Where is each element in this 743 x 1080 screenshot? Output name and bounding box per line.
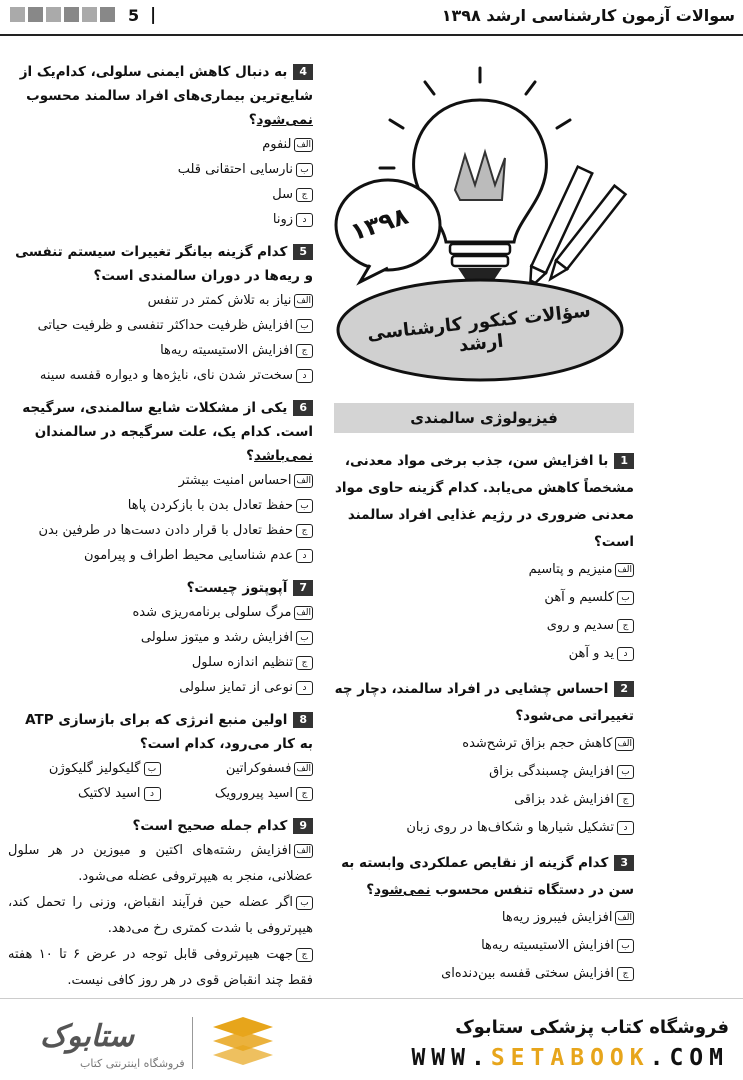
question-2 (334, 676, 634, 842)
option-text: نارسایی احتقانی قلب (177, 162, 293, 177)
option-text: حفظ تعادل با قرار دادن دست‌ها در طرفین بدن (38, 523, 293, 538)
store-name: فروشگاه کتاب پزشکی ستابوک (455, 1017, 729, 1038)
question-end: ؟ (366, 882, 375, 898)
option-text: افزایش چسبندگی بزاق (489, 764, 614, 779)
option-label: الف (617, 738, 632, 749)
option-b[interactable] (8, 157, 313, 182)
site-accent: SETABOOK (490, 1045, 650, 1071)
option-c[interactable] (8, 942, 313, 994)
question-emphasis: نمی‌باشد (254, 448, 313, 464)
option-a[interactable] (8, 838, 313, 890)
option-c[interactable] (8, 650, 313, 675)
option-text: منیزیم و پتاسیم (528, 562, 613, 577)
option-d[interactable] (8, 207, 313, 232)
site-suffix: .COM (649, 1045, 729, 1071)
left-column (8, 60, 313, 1054)
logo-subtitle: فروشگاه اینترنتی کتاب (80, 1057, 185, 1070)
option-text: افزایش الاستیسیته ریه‌ها (160, 343, 293, 358)
option-b[interactable] (8, 756, 161, 781)
option-c[interactable] (334, 612, 634, 640)
page-title: سوالات آزمون کارشناسی ارشد ۱۳۹۸ (441, 6, 735, 25)
option-label: ج (296, 524, 313, 538)
option-a[interactable] (334, 730, 634, 758)
header-separator: | (150, 5, 157, 25)
question-5 (8, 240, 313, 388)
question-4 (8, 60, 313, 232)
option-label: ج (617, 967, 634, 981)
right-column (334, 448, 634, 996)
page-number: 5 (128, 6, 140, 25)
option-b[interactable] (8, 493, 313, 518)
option-d[interactable] (334, 814, 634, 842)
option-label: ج (296, 344, 313, 358)
option-c[interactable] (161, 781, 314, 806)
option-text: تشکیل شیارها و شکاف‌ها در روی زبان (406, 820, 614, 835)
illustration-year: ۱۳۹۸ (347, 201, 412, 247)
option-text: زونا (272, 212, 293, 227)
option-label: ج (296, 656, 313, 670)
option-text: افزایش غدد بزاقی (514, 792, 614, 807)
option-text: گلیکولیز گلیکوژن (48, 761, 141, 776)
option-a[interactable] (8, 288, 313, 313)
option-d[interactable] (8, 363, 313, 388)
option-text: سخت‌تر شدن نای، نایژه‌ها و دیواره قفسه سینه (39, 368, 293, 383)
option-text: فسفوکراتین (225, 761, 292, 776)
option-d[interactable] (8, 781, 161, 806)
option-label: ج (617, 793, 634, 807)
logo-divider (192, 1017, 193, 1069)
option-label: ب (296, 163, 313, 177)
question-text: کدام گزینه از نقایص عملکردی وابسته به سن در دستگاه تنفس محسوب (341, 855, 634, 898)
option-label: الف (617, 912, 632, 923)
option-text: حفظ تعادل بدن با بازکردن پاها (127, 498, 293, 513)
option-text: ید و آهن (568, 646, 614, 661)
option-text: افزایش ظرفیت حداکثر تنفسی و ظرفیت حیاتی (37, 318, 293, 333)
site-prefix: WWW. (411, 1045, 491, 1071)
question-number: 6 (293, 400, 313, 416)
option-text: اسید پیرورویک (214, 786, 293, 801)
option-a[interactable] (334, 904, 634, 932)
question-text: کدام گزینه بیانگر تغییرات سیستم تنفسی و ریه‌ها در دوران سالمندی است؟ (15, 244, 313, 284)
option-a[interactable] (161, 756, 314, 781)
option-text: افزایش رشد و میتوز سلولی (140, 630, 293, 645)
question-7 (8, 576, 313, 700)
option-text: تنظیم اندازه سلول (191, 655, 293, 670)
question-number: 1 (614, 453, 634, 469)
option-label: الف (296, 607, 311, 618)
option-label: د (617, 647, 634, 661)
option-b[interactable] (8, 625, 313, 650)
option-text: اگر عضله حین فرآیند انقباض، وزنی را تحمل کند، هیپرتروفی با شدت کمتری رخ می‌دهد. (8, 895, 313, 936)
section-heading: فیزیولوژی سالمندی (334, 403, 634, 433)
question-number: 7 (293, 580, 313, 596)
option-label: الف (296, 845, 311, 856)
option-c[interactable] (334, 786, 634, 814)
option-label: الف (296, 139, 311, 150)
option-text: سدیم و روی (546, 618, 614, 633)
question-number: 5 (293, 244, 313, 260)
question-end: ؟ (248, 112, 257, 128)
question-end: ؟ (246, 448, 254, 464)
option-b[interactable] (8, 890, 313, 942)
option-text: کاهش حجم بزاق ترشح‌شده (462, 736, 613, 751)
header-rule (0, 34, 743, 36)
question-number: 3 (614, 855, 634, 871)
question-number: 8 (293, 712, 313, 728)
option-text: لنفوم (262, 137, 292, 152)
option-b[interactable] (334, 584, 634, 612)
option-label: ب (617, 765, 634, 779)
option-d[interactable] (8, 543, 313, 568)
option-label: ب (296, 896, 313, 910)
option-label: الف (296, 475, 311, 486)
option-text: نوعی از تمایز سلولی (179, 680, 293, 695)
option-label: ب (296, 631, 313, 645)
question-text: آپوپتوز چیست؟ (186, 580, 288, 596)
page-header (0, 0, 743, 38)
option-text: افزایش الاستیسیته ریه‌ها (481, 938, 614, 953)
option-c[interactable] (334, 960, 634, 988)
page-footer (0, 998, 743, 1080)
option-label: ب (144, 762, 161, 776)
option-text: کلسیم و آهن (544, 590, 614, 605)
website-link[interactable] (411, 1045, 729, 1071)
option-a[interactable] (8, 132, 313, 157)
question-text: احساس چشایی در افراد سالمند، دچار چه تغییراتی می‌شود؟ (334, 681, 634, 724)
question-emphasis: نمی‌شود (256, 112, 313, 128)
store-logo[interactable] (30, 1013, 290, 1073)
question-text: کدام جمله صحیح است؟ (132, 818, 288, 834)
option-text: افزایش سختی قفسه بین‌دنده‌ای (441, 966, 614, 981)
option-b[interactable] (334, 758, 634, 786)
option-label: ج (296, 787, 313, 801)
option-label: ب (617, 939, 634, 953)
option-text: افزایش رشته‌های اکتین و میوزین در هر سلول عضلانی، منجر به هیپرتروفی عضله می‌شود. (8, 843, 313, 884)
question-1 (334, 448, 634, 668)
option-c[interactable] (8, 182, 313, 207)
option-label: ب (296, 319, 313, 333)
question-number: 2 (614, 681, 634, 697)
option-label: د (296, 369, 313, 383)
question-emphasis: نمی‌شود (374, 882, 431, 898)
option-a[interactable] (334, 556, 634, 584)
option-text: اسید لاکتیک (78, 786, 141, 801)
question-text: یکی از مشکلات شایع سالمندی، سرگیجه است. کدام یک، علت سرگیجه در سالمندان (22, 400, 313, 440)
option-label: الف (617, 564, 632, 575)
option-c[interactable] (8, 338, 313, 363)
question-text: به دنبال کاهش ایمنی سلولی، کدام‌یک از شایع‌ترین بیماری‌های افراد سالمند محسوب (19, 64, 313, 104)
question-number: 9 (293, 818, 313, 834)
option-label: ج (296, 948, 313, 962)
option-label: ج (296, 188, 313, 202)
illustration-banner: سؤالات کنکور کارشناسی ارشد (366, 300, 592, 357)
question-3 (334, 850, 634, 988)
option-label: الف (296, 295, 311, 306)
option-text: احساس امنیت بیشتر (178, 473, 292, 488)
option-b[interactable] (8, 313, 313, 338)
question-text: اولین منبع انرژی که برای بازسازی ATP به کار می‌رود، کدام است؟ (25, 712, 313, 752)
option-a[interactable] (8, 468, 313, 493)
option-b[interactable] (334, 932, 634, 960)
option-text: جهت هیپرتروفی قابل توجه در عرض ۶ تا ۱۰ هفته فقط چند انقباض قوی در هر روز کافی نیست. (8, 947, 313, 988)
cover-illustration (330, 60, 640, 390)
header-decoration (10, 7, 115, 22)
option-label: ب (617, 591, 634, 605)
option-text: افزایش فیبروز ریه‌ها (501, 910, 613, 925)
option-label: ب (296, 499, 313, 513)
book-stack-icon (208, 1015, 278, 1071)
option-text: مرگ سلولی برنامه‌ریزی شده (132, 605, 292, 620)
logo-wordmark: ستابوک (40, 1019, 135, 1054)
option-d[interactable] (8, 675, 313, 700)
option-label: د (296, 213, 313, 227)
option-text: سل (272, 187, 293, 202)
option-c[interactable] (8, 518, 313, 543)
option-label: الف (296, 763, 311, 774)
option-label: د (144, 787, 161, 801)
option-label: ج (617, 619, 634, 633)
option-label: د (617, 821, 634, 835)
option-label: د (296, 549, 313, 563)
option-label: د (296, 681, 313, 695)
option-d[interactable] (334, 640, 634, 668)
question-text: با افزایش سن، جذب برخی مواد معدنی، مشخصاً کاهش می‌یابد. کدام گزینه حاوی مواد معدنی ضروری در رژیم غذایی افراد سالمند است؟ (334, 453, 634, 550)
option-a[interactable] (8, 600, 313, 625)
question-number: 4 (293, 64, 313, 80)
option-text: عدم شناسایی محیط اطراف و پیرامون (83, 548, 293, 563)
question-8 (8, 708, 313, 806)
question-6 (8, 396, 313, 568)
option-text: نیاز به تلاش کمتر در تنفس (147, 293, 292, 308)
